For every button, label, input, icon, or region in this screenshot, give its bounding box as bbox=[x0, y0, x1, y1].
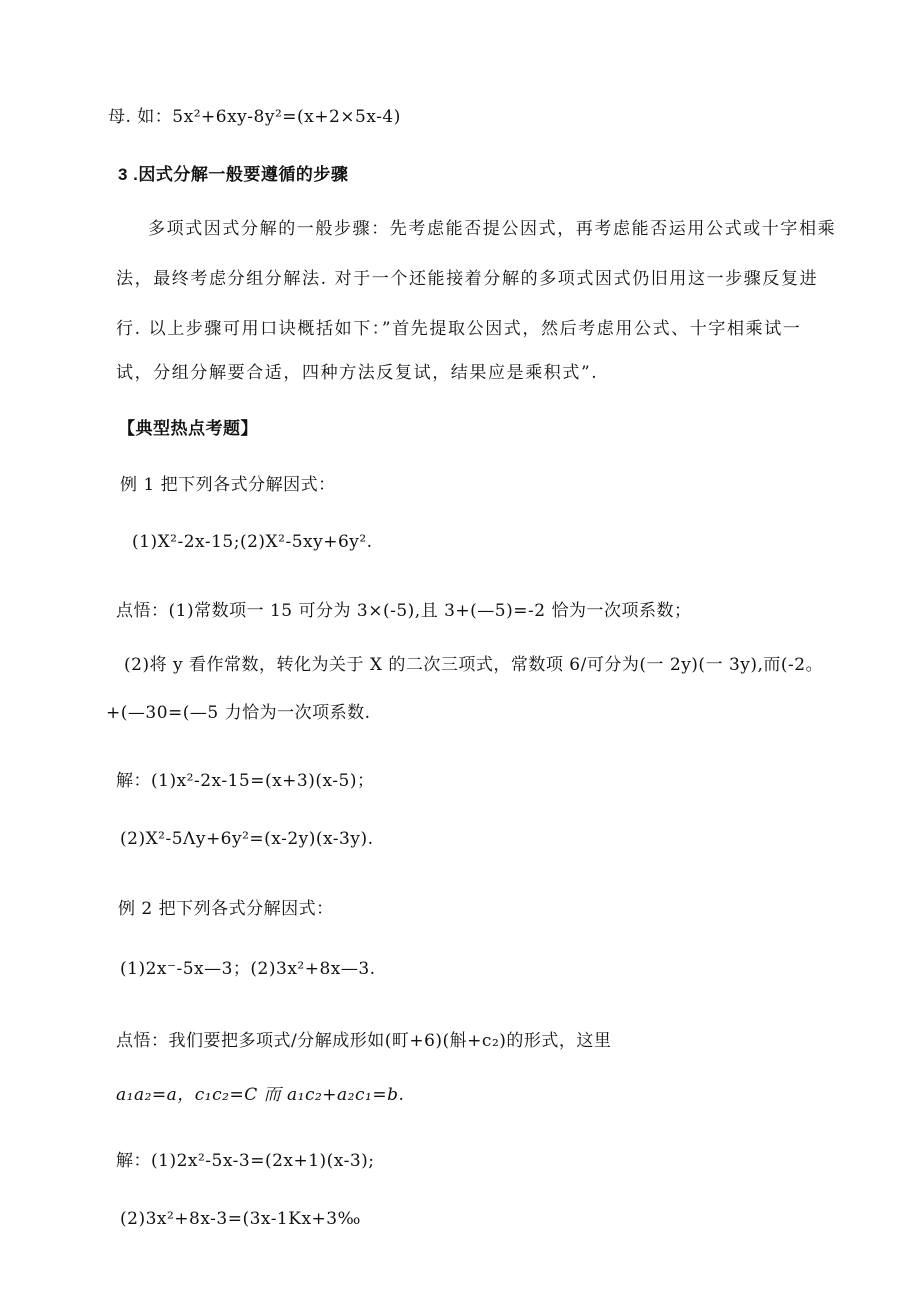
hint-1-line-2: (2)将 y 看作常数，转化为关于 X 的二次三项式，常数项 6/可分为(一 2y)(一 3y),而(-2。 bbox=[124, 655, 824, 675]
hint-1-line-1: 点悟：(1)常数项一 15 可分为 3×(-5),且 3+(—5)=-2 恰为一次项系数； bbox=[116, 601, 692, 621]
text-line-1: 母. 如：5x²+6xy-8y²=(x+2×5x-4) bbox=[108, 107, 401, 127]
paragraph-line-4: 试，分组分解要合适，四种方法反复试，结果应是乘积式”. bbox=[116, 363, 599, 383]
section-heading: 3 .因式分解一般要遵循的步骤 bbox=[118, 165, 349, 184]
solution-1-line-1: 解：(1)x²-2x-15=(x+3)(x-5)； bbox=[116, 771, 375, 791]
hint-1-line-3: +(—30=(—5 力恰为一次项系数. bbox=[106, 703, 371, 723]
solution-2-line-2: (2)3x²+8x-3=(3x-1Kx+3‰ bbox=[120, 1209, 361, 1229]
solution-2-line-1: 解：(1)2x²-5x-3=(2x+1)(x-3); bbox=[116, 1151, 375, 1171]
example-2-title: 例 2 把下列各式分解因式： bbox=[118, 899, 334, 919]
hot-topics-heading: 【典型热点考题】 bbox=[118, 419, 258, 438]
paragraph-line-1: 多项式因式分解的一般步骤：先考虑能否提公因式，再考虑能否运用公式或十字相乘 bbox=[148, 219, 837, 239]
example-1-problems: (1)X²-2x-15;(2)X²-5xy+6y². bbox=[132, 532, 373, 552]
paragraph-line-3: 行. 以上步骤可用口诀概括如下：”首先提取公因式，然后考虑用公式、十字相乘试一 bbox=[116, 319, 802, 339]
hint-2-line-1: 点悟：我们要把多项式/分解成形如(町+6)(斛+c₂)的形式，这里 bbox=[116, 1031, 612, 1051]
hint-2-line-2: a₁a₂=a，c₁c₂=C 而 a₁c₂+a₂c₁=b. bbox=[116, 1085, 405, 1105]
paragraph-line-2: 法，最终考虑分组分解法. 对于一个还能接着分解的多项式因式仍旧用这一步骤反复进 bbox=[116, 269, 819, 289]
example-1-title: 例 1 把下列各式分解因式： bbox=[120, 475, 336, 495]
solution-1-line-2: (2)X²-5Λy+6y²=(x-2y)(x-3y). bbox=[120, 829, 374, 849]
example-2-problems: (1)2x⁻-5x—3；(2)3x²+8x—3. bbox=[120, 959, 376, 979]
